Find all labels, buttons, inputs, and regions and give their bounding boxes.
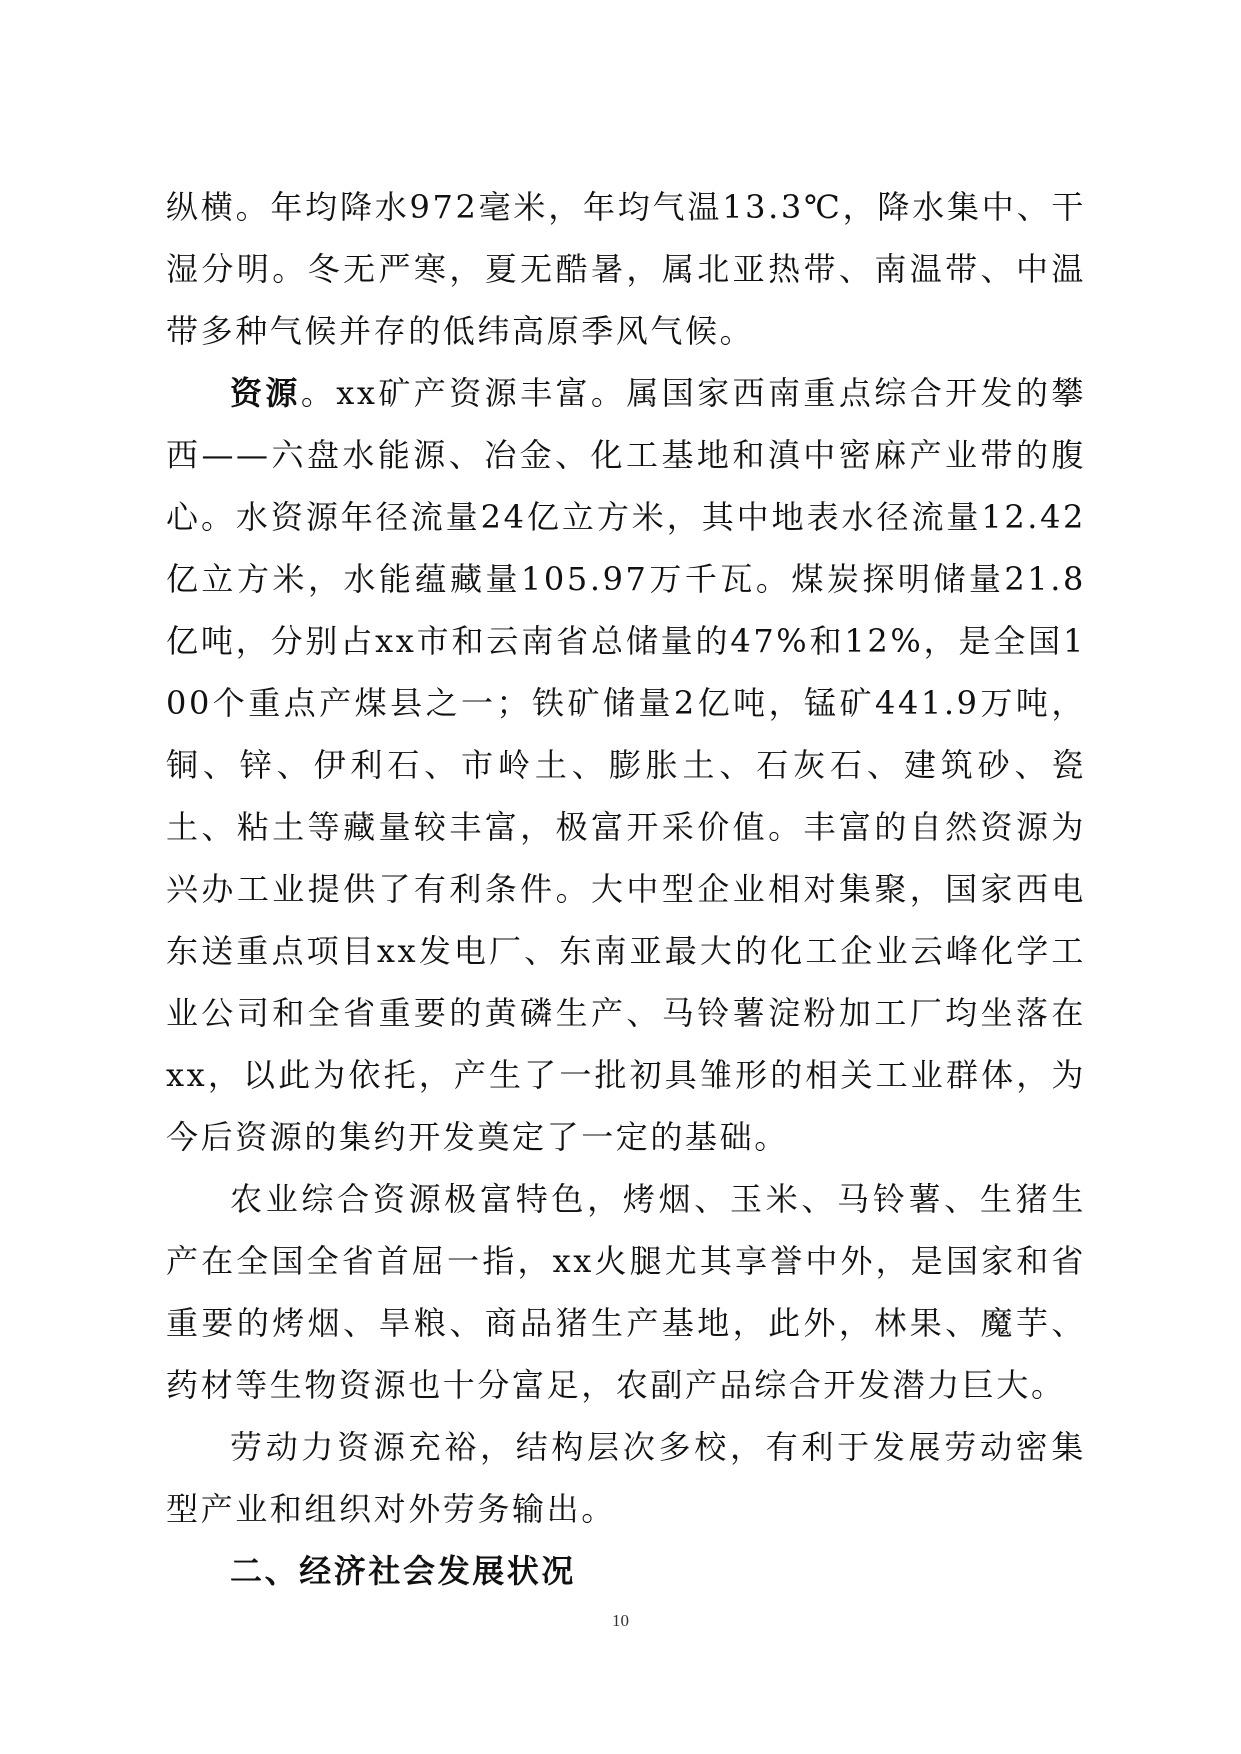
paragraph-resources bbox=[166, 362, 1086, 1168]
paragraph-climate bbox=[166, 176, 1086, 362]
paragraph-agriculture bbox=[166, 1168, 1086, 1416]
page-number: 10 bbox=[612, 1611, 629, 1630]
paragraph-text: 。xx矿产资源丰富。属国家西南重点综合开发的攀西——六盘水能源、冶金、化工基地和滇中密麻产业带的腹心。水资源年径流量24亿立方米，其中地表水径流量12.42亿立方米，水能蕴藏量105.97万千瓦。煤炭探明储量21.8亿吨，分别占xx市和云南省总储量的47%和12%，是全国100个重点产煤县之一；铁矿储量2亿吨，锰矿441.9万吨，铜、锌、伊利石、市岭土、膨胀土、石灰石、建筑砂、瓷土、粘土等藏量较丰富，极富开采价值。丰富的自然资源为兴办工业提供了有利条件。大中型企业相对集聚，国家西电东送重点项目xx发电厂、东南亚最大的化工企业云峰化学工业公司和全省重要的黄磷生产、马铃薯淀粉加工厂均坐落在xx，以此为依托，产生了一批初具雏形的相关工业群体，为今后资源的集约开发奠定了一定的基础。 bbox=[166, 374, 1086, 1156]
section-heading: 二、经济社会发展状况 bbox=[230, 1552, 577, 1590]
paragraph-labor bbox=[166, 1416, 1086, 1540]
paragraph-text: 纵横。年均降水972毫米，年均气温13.3℃，降水集中、干湿分明。冬无严寒，夏无酷暑，属北亚热带、南温带、中温带多种气候并存的低纬高原季风气候。 bbox=[166, 188, 1086, 350]
paragraph-text: 劳动力资源充裕，结构层次多校，有利于发展劳动密集型产业和组织对外劳务输出。 bbox=[166, 1428, 1086, 1528]
paragraph-lead-resources: 资源 bbox=[230, 374, 301, 412]
paragraph-text: 农业综合资源极富特色，烤烟、玉米、马铃薯、生猪生产在全国全省首屈一指，xx火腿尤其享誉中外，是国家和省重要的烤烟、旱粮、商品猪生产基地，此外，林果、魔芋、药材等生物资源也十分富足，农副产品综合开发潜力巨大。 bbox=[166, 1180, 1086, 1404]
document-page bbox=[166, 176, 1086, 1602]
